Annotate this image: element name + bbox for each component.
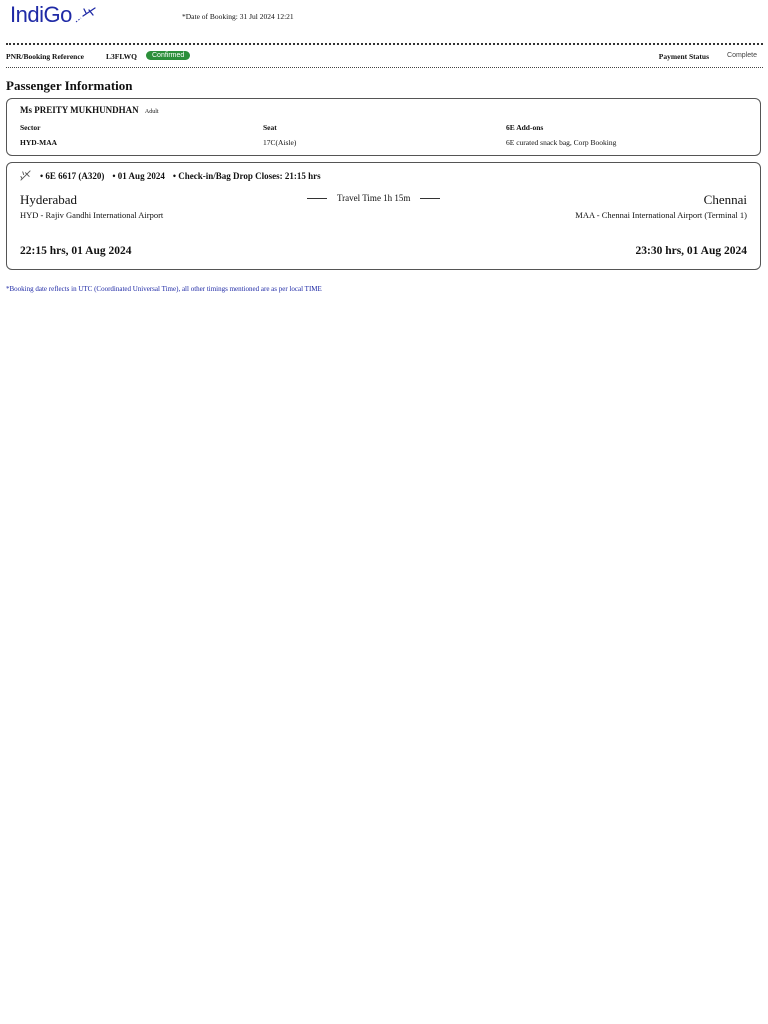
seat-column [263,123,297,147]
passenger-name-row [20,105,159,115]
flight-date: • 01 Aug 2024 [112,170,165,181]
travel-line-left [307,198,327,199]
payment-status-value: Complete [727,52,757,59]
indigo-logo [10,2,97,28]
destination-city: Chennai [703,192,747,207]
status-badge: Confirmed [146,51,190,60]
addons-header: 6E Add-ons [506,123,544,132]
travel-time-label: Travel Time 1h 15m [337,193,411,203]
flight-number: • 6E 6617 (A320) [40,170,105,181]
passenger-name: Ms PREITY MUKHUNDHAN [20,105,139,115]
plane-icon [20,170,31,181]
dotted-divider [6,67,763,68]
addons-value: 6E curated snack bag, Corp Booking [506,138,617,147]
footnote: *Booking date reflects in UTC (Coordinated Universal Time), all other timings mentioned are as per local TIME [6,285,322,293]
flight-card [6,162,761,270]
dotted-divider [6,43,763,45]
payment-status-label: Payment Status [658,52,709,61]
sector-header: Sector [20,123,41,132]
section-title: Passenger Information [6,78,133,93]
origin-airport: HYD - Rajiv Gandhi International Airport [20,210,164,220]
departure-time: 22:15 hrs, 01 Aug 2024 [20,245,132,257]
pnr-row [6,50,763,63]
arrival-time: 23:30 hrs, 01 Aug 2024 [635,245,747,257]
flight-header [20,170,329,181]
passenger-type: Adult [144,109,159,115]
travel-line-right [420,198,440,199]
booking-date: *Date of Booking: 31 Jul 2024 12:21 [182,12,294,21]
seat-value: 17C(Aisle) [263,138,297,147]
checkin-close: • Check-in/Bag Drop Closes: 21:15 hrs [172,170,321,181]
seat-header: Seat [263,123,277,132]
destination-airport: MAA - Chennai International Airport (Terminal 1) [575,210,747,220]
passenger-card [6,98,761,156]
logo-text: IndiGo [10,2,72,27]
travel-time [297,193,450,203]
plane-logo-icon [75,6,97,24]
addons-column [506,123,617,147]
origin-city: Hyderabad [20,192,78,207]
pnr-value: L3FLWQ [106,52,137,61]
pnr-label: PNR/Booking Reference [6,52,84,61]
sector-column [20,123,58,147]
sector-value: HYD-MAA [20,138,58,147]
